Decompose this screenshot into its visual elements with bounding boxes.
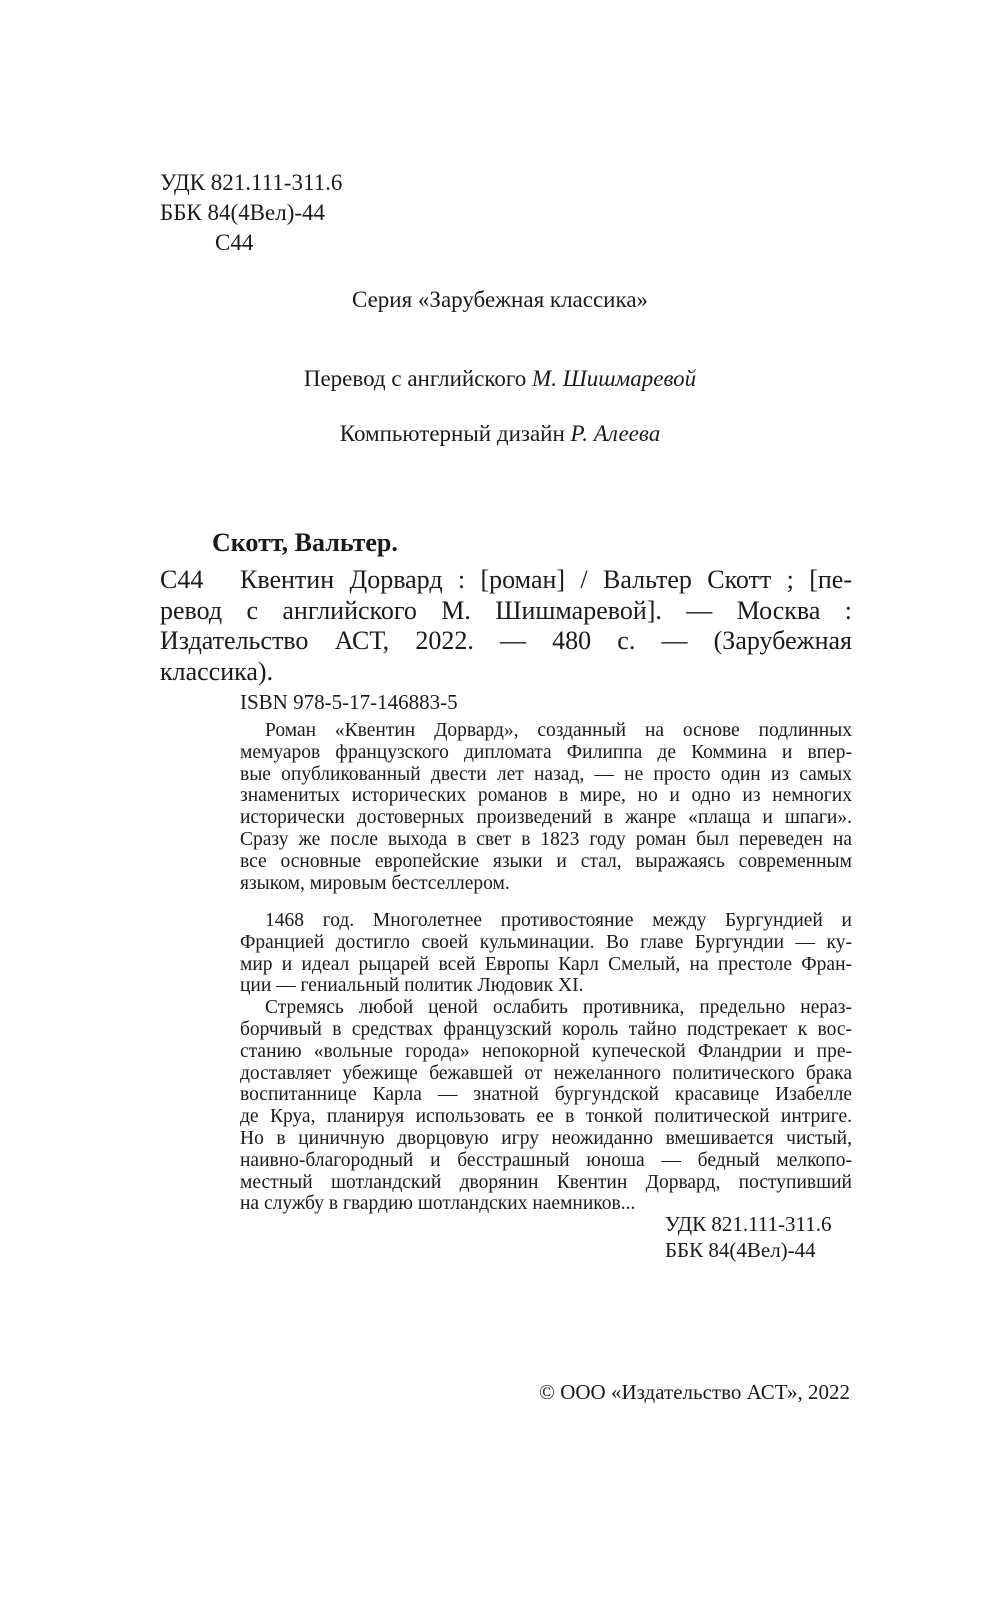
text-line: мир и идеал рыцарей всей Европы Карл Смелый, на престоле Фран- [240,953,852,975]
text-line: доставляет убежище бежавшей от нежеланного политического брака [240,1062,852,1084]
citation-line: классика). [160,656,274,686]
annotation-paragraph-2 [240,910,852,1215]
bbk-code: ББК 84(4Вел)-44 [160,200,326,225]
text-line: борчивый в средствах французский король тайно подстрекает к вос- [240,1018,852,1040]
text-line: Францией достигло своей кульминации. Во главе Бургундии — ку- [240,931,852,953]
copyright: © ООО «Издательство АСТ», 2022 [539,1380,850,1404]
udk-code: УДК 821.111-311.6 [160,170,343,195]
text-line: наивно-благородный и бесстрашный юноша — бедный мелкопо- [240,1149,852,1171]
text-line: знаменитых исторических романов в мире, но и одно из немногих [240,785,852,807]
text-line: ции — гениальный политик Людовик XI. [240,975,584,997]
translation-label: Перевод с английского [303,366,527,391]
text-line: Но в циничную дворцовую игру неожиданно вмешивается чистый, [240,1127,852,1149]
text-line: воспитаннице Карла — знатной бургундской красавице Изабелле [240,1084,852,1106]
citation-line: Квентин Дорвард : [роман] / Вальтер Скотт ; [пе- [240,565,852,594]
citation-line: Издательство АСТ, 2022. — 480 с. — (Зарубежная [160,626,852,655]
text-line: исторически достоверных произведений в жанре «плаща и шпаги». [240,807,852,829]
text-line: языком, мировым бестселлером. [240,872,510,894]
author-mark: С44 [215,230,254,255]
text-line: все основные европейские языки и стал, выражаясь современным [240,850,852,872]
citation-mark: С44 [160,565,204,594]
footer-udk-code: УДК 821.111-311.6 [665,1212,832,1236]
text-line: Сразу же после выхода в свет в 1823 году роман был переведен на [240,828,852,850]
text-line: станию «вольные города» непокорной купеческой Фландрии и пре- [240,1040,852,1062]
design-credit [0,421,1000,447]
text-line: Стремясь любой ценой ослабить противника, предельно нераз- [265,997,852,1019]
text-line: местный шотландский дворянин Квентин Дорвард, поступивший [240,1171,852,1193]
designer-name: Р. Алеева [570,421,661,446]
text-line: мемуаров французского дипломата Филиппа де Коммина и впер- [240,741,852,763]
citation-author: Скотт, Вальтер. [212,528,398,557]
footer-bbk-code: ББК 84(4Вел)-44 [665,1238,816,1262]
text-line: Роман «Квентин Дорвард», созданный на основе подлинных [265,720,852,741]
text-line: вые опубликованный двести лет назад, — не просто один из самых [240,763,852,785]
text-line: де Круа, планируя использовать ее в тонкой политической интриге. [240,1106,852,1128]
text-line: 1468 год. Многолетнее противостояние между Бургундией и [265,910,852,931]
series-title: Серия «Зарубежная классика» [351,287,649,312]
translator-name: М. Шишмаревой [532,366,697,391]
text-line: на службу в гвардию шотландских наемников... [240,1193,636,1215]
isbn: ISBN 978-5-17-146883-5 [240,690,458,714]
design-label: Компьютерный дизайн [339,421,565,446]
annotation-paragraph-1 [240,720,852,894]
translation-credit [0,366,1000,392]
citation-line: ревод с английского М. Шишмаревой]. — Москва : [160,595,852,625]
